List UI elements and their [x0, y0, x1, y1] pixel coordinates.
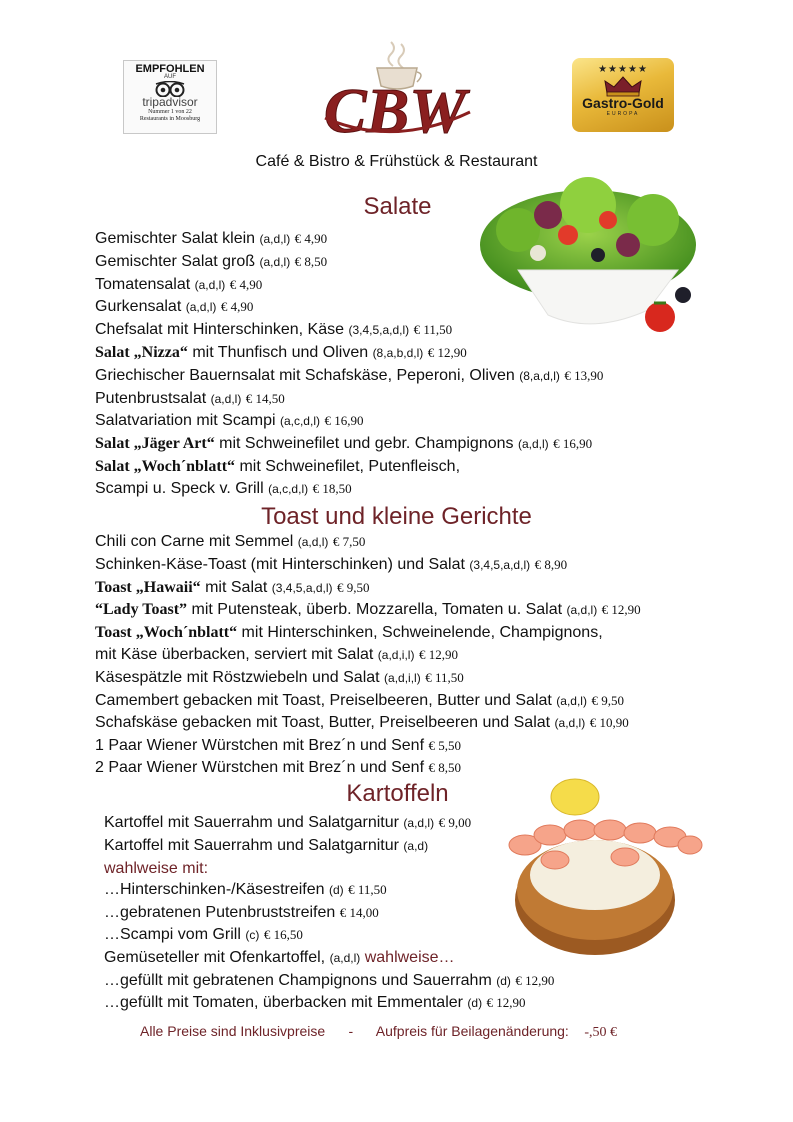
menu-item	[95, 478, 603, 501]
kartoffeln-list	[104, 812, 554, 1015]
item-highlight: Salat „Woch´nblatt“	[95, 457, 236, 475]
menu-item	[104, 924, 554, 947]
item-allergens: (d)	[467, 996, 483, 1011]
tripadvisor-badge	[123, 60, 217, 134]
item-name: …gefüllt mit gebratenen Champignons und Sauerrahm	[104, 971, 492, 989]
gastro-gold-badge	[572, 58, 674, 132]
section-title-salate: Salate	[363, 193, 432, 220]
award-name: Gastro-Gold	[582, 95, 664, 111]
tripadvisor-line3: Nummer 1 von 22	[148, 109, 192, 115]
menu-item	[95, 690, 641, 713]
item-name: Kartoffel mit Sauerrahm und Salatgarnitur	[104, 814, 399, 831]
item-price: € 8,50	[294, 253, 328, 269]
item-allergens: (a,d,l)	[259, 232, 291, 246]
item-allergens: (8,a,b,d,l)	[372, 345, 424, 360]
item-name: mit Schweinefilet und gebr. Champignons	[214, 435, 514, 453]
award-stars: ★★★★★	[598, 64, 648, 75]
item-name: 1 Paar Wiener Würstchen mit Brez´n und Senf	[95, 737, 425, 755]
item-name: Camembert gebacken mit Toast, Preiselbeeren, Butter und Salat	[95, 691, 552, 709]
menu-item	[95, 410, 603, 433]
item-allergens: (a,d,l)	[556, 693, 587, 708]
item-option-label: wahlweise…	[364, 948, 455, 966]
tripadvisor-line2: AUF	[164, 74, 176, 80]
menu-item	[95, 577, 641, 600]
menu-item	[104, 970, 554, 993]
item-allergens: (a,d,l)	[329, 950, 361, 965]
menu-item	[104, 812, 554, 835]
item-allergens: (a,d,i,l)	[384, 670, 421, 685]
item-name: Chefsalat mit Hinterschinken, Käse	[95, 321, 344, 339]
item-allergens: (a,d,l)	[403, 816, 435, 830]
item-name: Kartoffel mit Sauerrahm und Salatgarnitur	[104, 836, 399, 854]
item-name: Scampi u. Speck v. Grill	[95, 479, 264, 497]
item-name: Gemischter Salat klein	[95, 230, 256, 247]
menu-item	[95, 531, 641, 554]
item-price: € 13,90	[564, 367, 604, 383]
menu-item	[95, 365, 603, 388]
item-name: Griechischer Bauernsalat mit Schafskäse, Peperoni, Oliven	[95, 366, 515, 384]
item-price: € 4,90	[220, 299, 254, 315]
item-highlight: “Lady Toast”	[95, 601, 188, 619]
award-sub: EUROPA	[606, 111, 640, 117]
item-price: € 9,50	[336, 579, 370, 595]
item-price: € 9,50	[591, 692, 624, 708]
item-name: …Hinterschinken-/Käsestreifen	[104, 881, 325, 899]
item-option-label: wahlweise mit:	[104, 859, 209, 877]
menu-item	[95, 228, 603, 251]
menu-item	[95, 622, 641, 644]
svg-text:CBW: CBW	[323, 75, 467, 146]
item-allergens: (a,d,l)	[554, 716, 586, 731]
item-price: € 9,00	[438, 815, 472, 830]
item-name: …gebratenen Putenbruststreifen	[104, 904, 336, 922]
item-name: Tomatensalat	[95, 275, 191, 293]
item-price: € 11,50	[413, 322, 453, 338]
item-highlight: Toast „Hawaii“	[95, 578, 201, 596]
item-name: …gefüllt mit Tomaten, überbacken mit Emmentaler	[104, 994, 463, 1012]
item-allergens: (8,a,d,l)	[519, 368, 560, 383]
item-name: mit Hinterschinken, Schweinelende, Champignons,	[237, 624, 603, 642]
item-highlight: Toast „Woch´nblatt“	[95, 624, 238, 642]
item-name: Putenbrustsalat	[95, 389, 207, 407]
cbw-logo	[305, 40, 485, 150]
item-allergens: (a,d,l)	[566, 603, 598, 618]
menu-item	[95, 296, 603, 319]
item-name: Gemüseteller mit Ofenkartoffel,	[104, 948, 326, 966]
item-name: Gemischter Salat groß	[95, 252, 256, 270]
item-name: …Scampi vom Grill	[104, 925, 241, 943]
item-name: mit Putensteak, überb. Mozzarella, Tomaten u. Salat	[187, 601, 563, 619]
item-price: € 14,00	[339, 905, 379, 921]
item-allergens: (3,4,5,a,d,l)	[469, 557, 531, 572]
menu-item	[95, 712, 641, 735]
item-allergens: (a,d,l)	[185, 300, 217, 315]
footer-price: -,50 €	[584, 1025, 618, 1040]
item-allergens: (d)	[329, 883, 344, 898]
item-name: mit Käse überbacken, serviert mit Salat	[95, 645, 374, 663]
item-price: € 12,90	[515, 972, 555, 988]
item-allergens: (a,d,l)	[259, 254, 291, 269]
item-allergens: (a,d)	[403, 838, 429, 853]
menu-item	[95, 599, 641, 622]
page-subtitle: Café & Bistro & Frühstück & Restaurant	[255, 153, 538, 170]
menu-item	[104, 835, 554, 858]
item-name: mit Schweinefilet, Putenfleisch,	[235, 457, 461, 475]
item-allergens: (d)	[496, 973, 511, 988]
item-allergens: (a,d,i,l)	[377, 647, 415, 662]
item-highlight: Salat „Jäger Art“	[95, 435, 215, 453]
menu-item	[95, 388, 603, 411]
item-allergens: (a,d,l)	[194, 277, 226, 292]
footer-sep: -	[348, 1023, 354, 1039]
crown-icon	[603, 75, 643, 97]
item-highlight: Salat „Nizza“	[95, 343, 188, 361]
menu-item	[95, 251, 603, 274]
menu-item	[104, 947, 554, 970]
menu-item	[95, 342, 603, 365]
menu-item	[95, 644, 641, 667]
item-name: mit Salat	[200, 578, 268, 596]
item-name: Schinken-Käse-Toast (mit Hinterschinken) und Salat	[95, 555, 465, 573]
item-name: Chili con Carne mit Semmel	[95, 533, 294, 550]
item-price: € 5,50	[428, 738, 461, 754]
tripadvisor-line1: EMPFOHLEN	[135, 63, 205, 75]
item-price: € 16,50	[263, 926, 303, 942]
item-price: € 10,90	[589, 715, 629, 731]
item-name: 2 Paar Wiener Würstchen mit Brez´n und Senf	[95, 758, 425, 776]
price-footer	[140, 1023, 617, 1041]
item-price: € 4,90	[229, 276, 263, 292]
item-allergens: (3,4,5,a,d,l)	[348, 323, 410, 338]
menu-item	[104, 879, 554, 902]
item-name: Schafskäse gebacken mit Toast, Butter, Preiselbeeren und Salat	[95, 714, 551, 732]
item-name: Salatvariation mit Scampi	[95, 412, 276, 430]
footer-right: Aufpreis für Beilagenänderung:	[375, 1023, 569, 1039]
item-name: Käsespätzle mit Röstzwiebeln und Salat	[95, 668, 380, 686]
item-price: € 16,90	[324, 413, 364, 429]
menu-item	[95, 433, 603, 456]
menu-item	[104, 992, 554, 1015]
item-price: € 8,90	[534, 556, 568, 572]
menu-item	[95, 667, 641, 690]
item-allergens: (a,c,d,l)	[268, 481, 309, 496]
menu-item	[104, 858, 554, 880]
salate-list	[95, 228, 603, 501]
menu-item	[95, 274, 603, 297]
item-price: € 7,50	[332, 534, 366, 549]
section-title-kartoffeln: Kartoffeln	[346, 780, 449, 807]
footer-left: Alle Preise sind Inklusivpreise	[140, 1023, 326, 1039]
item-price: € 11,50	[425, 669, 464, 685]
item-price: € 12,90	[486, 995, 526, 1011]
menu-item	[95, 319, 603, 342]
item-allergens: (a,d,l)	[210, 391, 242, 406]
tripadvisor-line4: Restaurants in Moosburg	[139, 116, 201, 122]
menu-item	[95, 735, 641, 757]
menu-item	[95, 456, 603, 478]
menu-item	[104, 902, 554, 924]
item-allergens: (a,d,l)	[297, 535, 329, 549]
item-name: Gurkensalat	[95, 298, 182, 316]
section-title-toast: Toast und kleine Gerichte	[261, 503, 532, 530]
tripadvisor-brand: tripadvisor	[142, 95, 198, 109]
toast-list	[95, 531, 641, 779]
item-allergens: (c)	[245, 927, 260, 942]
item-allergens: (3,4,5,a,d,l)	[271, 580, 333, 595]
item-price: € 12,90	[418, 646, 458, 662]
item-price: € 8,50	[428, 759, 461, 775]
item-price: € 14,50	[245, 390, 285, 406]
item-allergens: (a,d,l)	[517, 437, 549, 452]
item-price: € 11,50	[348, 882, 387, 898]
item-name: mit Thunfisch und Oliven	[187, 343, 369, 361]
item-price: € 12,90	[601, 602, 641, 618]
item-price: € 4,90	[294, 231, 328, 246]
item-price: € 12,90	[427, 344, 467, 360]
item-price: € 18,50	[312, 480, 352, 496]
item-allergens: (a,c,d,l)	[279, 414, 320, 429]
menu-item	[95, 554, 641, 577]
item-price: € 16,90	[553, 436, 593, 452]
